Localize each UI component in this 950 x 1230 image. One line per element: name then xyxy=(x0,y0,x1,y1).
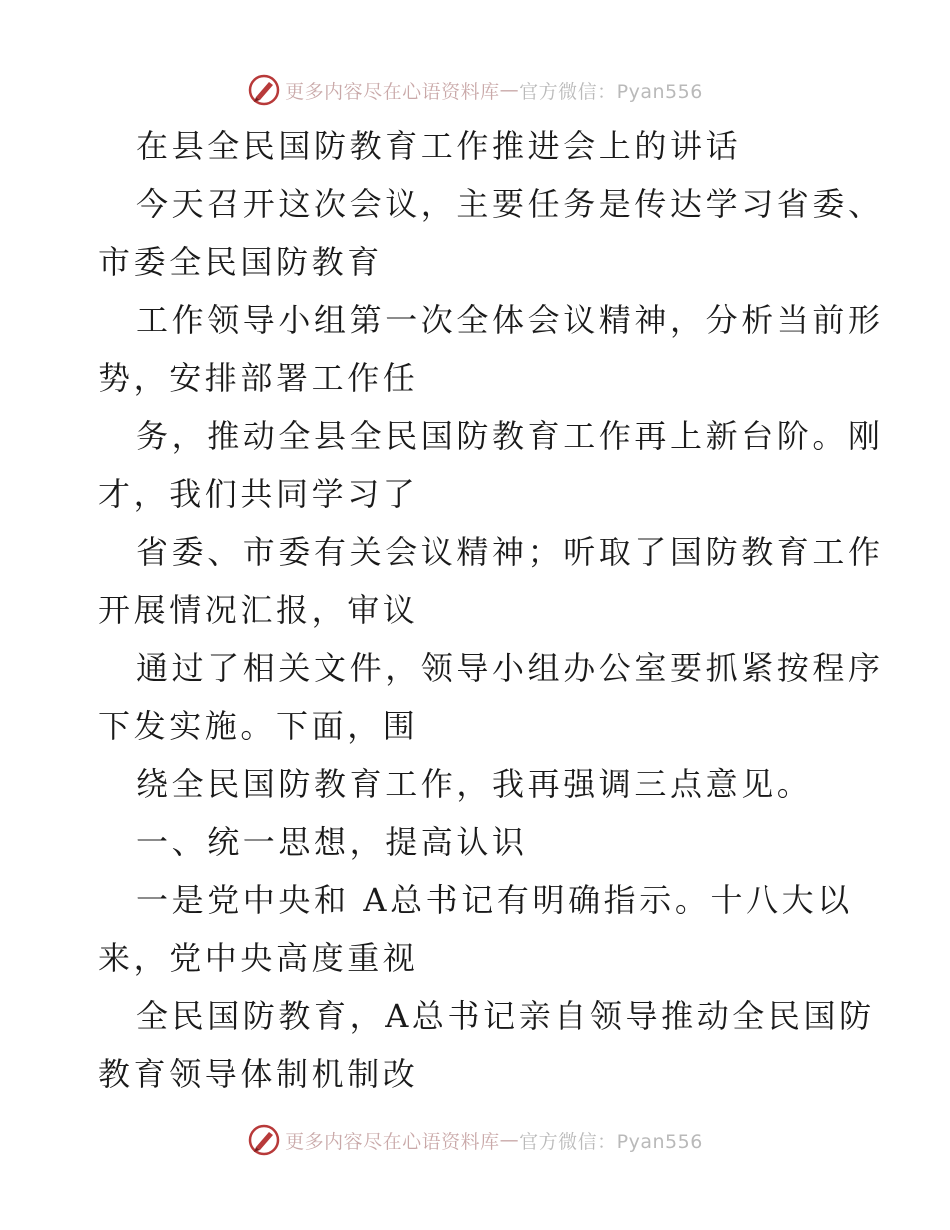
text-line: 势，安排部署工作任 xyxy=(98,359,419,397)
watermark-wechat: 官方微信：Pyan556 xyxy=(519,80,703,103)
text-line: 教育领导体制机制改 xyxy=(98,1055,419,1093)
text-line: 市委全民国防教育 xyxy=(98,243,383,281)
watermark-wechat: 官方微信：Pyan556 xyxy=(519,1130,703,1153)
watermark-banner-bottom xyxy=(0,1120,950,1160)
pen-logo-icon xyxy=(247,1123,281,1157)
watermark-separator: — xyxy=(499,79,520,101)
text-line: 通过了相关文件，领导小组办公室要抓紧按程序 xyxy=(136,649,884,687)
text-line: 全民国防教育，A总书记亲自领导推动全民国防 xyxy=(136,997,875,1035)
watermark-separator: — xyxy=(499,1129,520,1151)
text-line: 省委、市委有关会议精神；听取了国防教育工作 xyxy=(136,533,884,571)
watermark-text: 更多内容尽在心语资料库 xyxy=(285,1130,500,1153)
text-line: 在县全民国防教育工作推进会上的讲话 xyxy=(136,127,742,165)
text-line: 一是党中央和 A总书记有明确指示。十八大以 xyxy=(136,881,853,919)
text-line: 下发实施。下面，围 xyxy=(98,707,419,745)
text-line: 务，推动全县全民国防教育工作再上新台阶。刚 xyxy=(136,417,884,455)
watermark-banner-top xyxy=(0,70,950,110)
text-line: 开展情况汇报，审议 xyxy=(98,591,419,629)
text-line: 工作领导小组第一次全体会议精神，分析当前形 xyxy=(136,301,884,339)
document-body xyxy=(98,117,884,1103)
text-line: 来，党中央高度重视 xyxy=(98,939,419,977)
text-line: 今天召开这次会议，主要任务是传达学习省委、 xyxy=(136,185,884,223)
text-line: 才，我们共同学习了 xyxy=(98,475,419,513)
pen-logo-icon xyxy=(247,73,281,107)
watermark-text: 更多内容尽在心语资料库 xyxy=(285,80,500,103)
text-line: 一、统一思想，提高认识 xyxy=(136,823,528,861)
text-line: 绕全民国防教育工作，我再强调三点意见。 xyxy=(136,765,813,803)
